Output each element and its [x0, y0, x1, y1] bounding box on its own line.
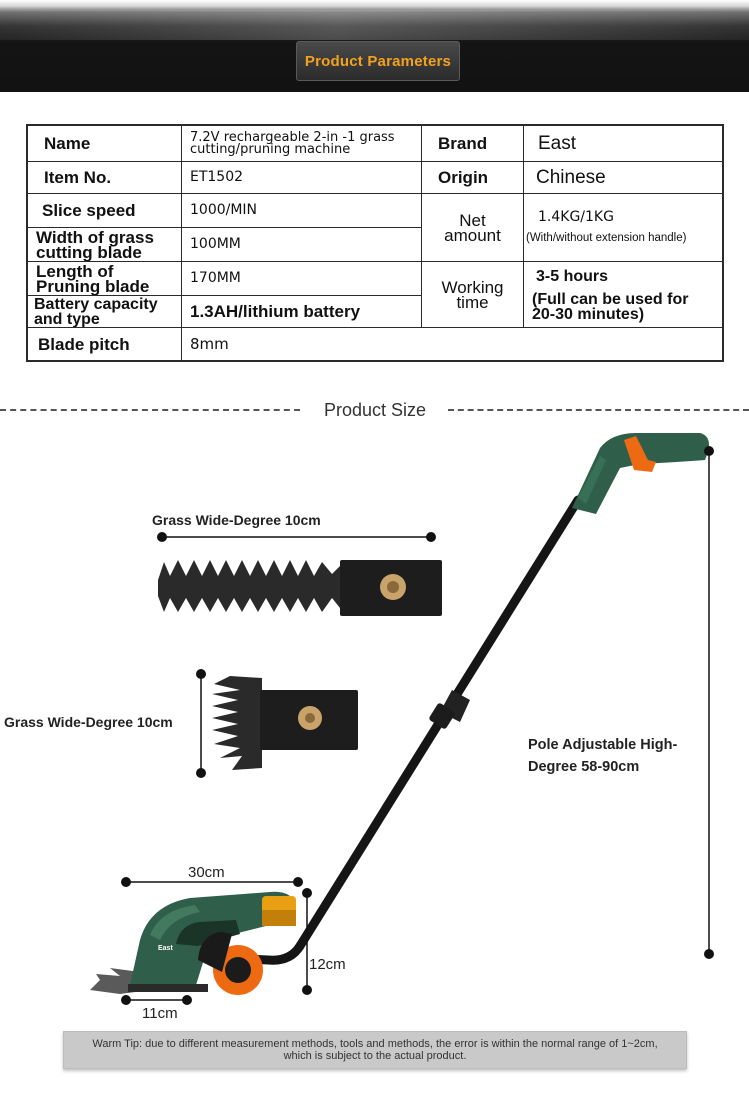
brand-value: East	[524, 126, 724, 162]
height-dimension: 12cm	[309, 956, 346, 973]
length-label: Length of Pruning blade	[28, 262, 182, 296]
warm-tip-text: Warm Tip: due to different measurement methods, tools and methods, the error is within the normal range of 1~2cm, which is subject to the actual product.	[92, 1038, 658, 1062]
brand-mark: East	[158, 945, 173, 952]
battery-value: 1.3AH/lithium battery	[182, 296, 422, 328]
warm-tip-box	[63, 1031, 687, 1069]
grass-blade	[196, 669, 358, 778]
hedge-blade-label: Grass Wide-Degree 10cm	[152, 512, 321, 528]
name-label: Name	[28, 126, 182, 162]
origin-value: Chinese	[524, 162, 724, 194]
slice-speed-label: Slice speed	[28, 194, 182, 228]
net-amount-label-text: Net amount	[444, 210, 501, 245]
brand-label: Brand	[422, 126, 524, 162]
battery-label: Battery capacity and type	[28, 296, 182, 328]
net-amount-note: (With/without extension handle)	[526, 232, 687, 244]
width-value: 100MM	[182, 228, 422, 262]
net-amount-value: 1.4KG/1KG	[538, 209, 614, 225]
hedge-blade	[157, 532, 442, 616]
product-size-title: Product Size	[323, 400, 427, 420]
pole-height-marker	[704, 446, 714, 959]
origin-label: Origin	[422, 162, 524, 194]
blade-pitch-value: 8mm	[190, 334, 229, 353]
name-value: 7.2V rechargeable 2-in -1 grass cutting/pruning machine	[182, 126, 422, 162]
length-dimension: 30cm	[188, 864, 225, 881]
trimmer-body	[90, 877, 312, 1005]
page-title: Product Parameters	[304, 52, 452, 70]
blade-pitch-label: Blade pitch	[28, 328, 182, 360]
working-time-value: 3-5 hours	[536, 267, 609, 285]
grass-blade-label: Grass Wide-Degree 10cm	[4, 714, 173, 730]
working-time-label-text: Working time	[441, 277, 504, 312]
pole-height-label: Pole Adjustable High-Degree 58-90cm	[528, 737, 678, 775]
width-label: Width of grass cutting blade	[28, 228, 182, 262]
item-no-value: ET1502	[182, 162, 422, 194]
item-no-label: Item No.	[28, 162, 182, 194]
length-value: 170MM	[182, 262, 422, 296]
working-time-note: (Full can be used for 20-30 minutes)	[532, 290, 689, 323]
width-dimension: 11cm	[142, 1005, 178, 1022]
slice-speed-value: 1000/MIN	[182, 194, 422, 228]
